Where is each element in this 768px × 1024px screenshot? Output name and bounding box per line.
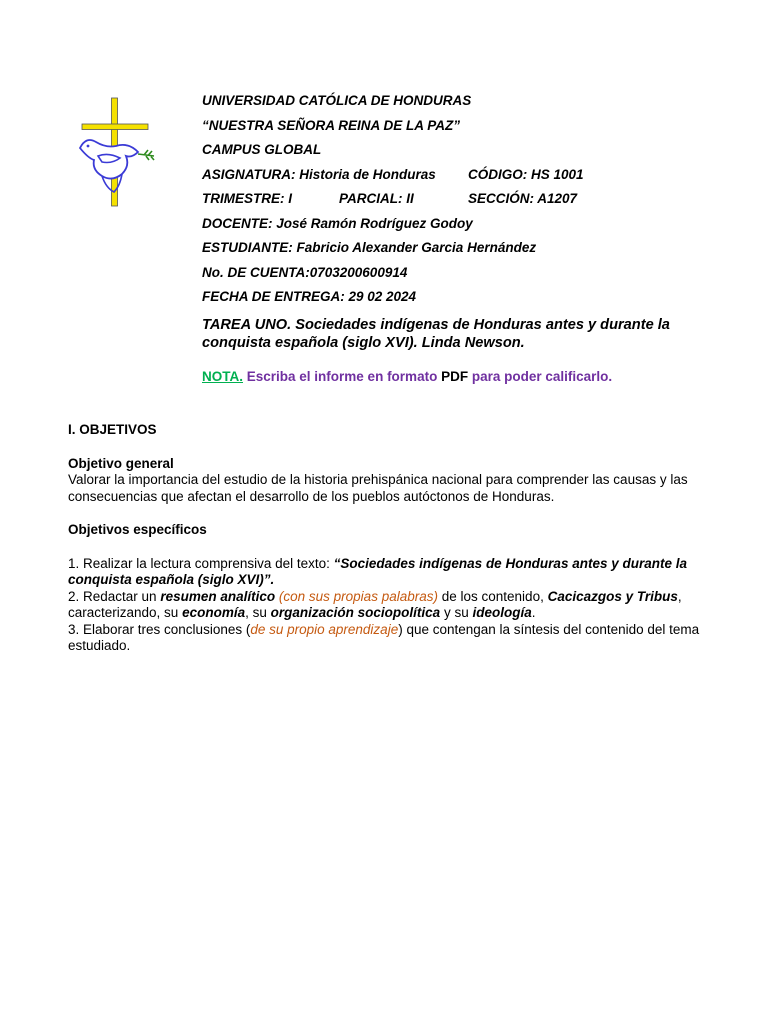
objective-2-part-i: organización sociopolítica xyxy=(270,605,441,620)
objective-1-intro: 1. Realizar la lectura comprensiva del texto: xyxy=(68,555,330,571)
objective-2-part-l: . xyxy=(531,605,536,620)
objective-2-part-a: 2. Redactar un xyxy=(68,588,157,604)
objective-item-3 xyxy=(68,622,700,655)
university-motto: “NUESTRA SEÑORA REINA DE LA PAZ” xyxy=(202,117,461,133)
note-line xyxy=(202,368,722,386)
student: ESTUDIANTE: Fabricio Alexander Garcia Hernández xyxy=(202,240,537,255)
objective-2-part-j: y su xyxy=(443,605,469,620)
trimester: TRIMESTRE: I xyxy=(202,191,292,206)
campus-name: CAMPUS GLOBAL xyxy=(202,142,322,157)
university-logo xyxy=(76,96,162,210)
assignment-title: TAREA UNO. Sociedades indígenas de Honduras antes y durante la conquista española (siglo XVI). Linda Newson. xyxy=(202,316,670,351)
objective-2-part-e: Cacicazgos y Tribus xyxy=(547,588,678,604)
objectives-section xyxy=(68,422,700,655)
section-heading: I. OBJETIVOS xyxy=(68,422,157,437)
section: SECCIÓN: A1207 xyxy=(468,191,578,206)
partial: PARCIAL: II xyxy=(339,191,414,206)
objective-2-part-d: de los contenido, xyxy=(441,588,544,604)
university-name: UNIVERSIDAD CATÓLICA DE HONDURAS xyxy=(202,93,472,108)
objective-3-part-c: ) que contengan la síntesis del contenido del tema estudiado. xyxy=(68,621,700,653)
document-header xyxy=(202,92,722,386)
account-number: No. DE CUENTA:0703200600914 xyxy=(202,264,408,280)
objective-2-part-c: (con sus propias palabras) xyxy=(278,588,438,604)
objective-2-part-h: , su xyxy=(245,605,267,620)
term-row xyxy=(202,190,722,215)
course-code: CÓDIGO: HS 1001 xyxy=(468,166,584,182)
general-objective-text: Valorar la importancia del estudio de la historia prehispánica nacional para comprender las causas y las consecuencias que afectan el desarrollo de los pueblos autóctonos de Honduras. xyxy=(68,472,688,504)
objective-3-part-b: de su propio aprendizaje xyxy=(250,621,399,637)
note-text-end: para poder calificarlo. xyxy=(471,368,613,384)
note-pdf: PDF xyxy=(441,368,469,384)
cross-dove-icon xyxy=(76,96,162,210)
objective-2-part-b: resumen analítico xyxy=(160,588,276,604)
objective-3-part-a: 3. Elaborar tres conclusiones ( xyxy=(68,621,251,637)
objective-2-part-k: ideología xyxy=(472,605,532,620)
note-label: NOTA. xyxy=(202,368,243,384)
objective-item-1 xyxy=(68,556,700,589)
general-objective-heading: Objetivo general xyxy=(68,455,174,471)
objective-2-part-f: , caracterizando, su xyxy=(68,588,682,620)
subject-row xyxy=(202,166,722,191)
teacher: DOCENTE: José Ramón Rodríguez Godoy xyxy=(202,215,473,231)
objective-2-part-g: economía xyxy=(182,605,246,620)
subject: ASIGNATURA: Historia de Honduras xyxy=(202,166,436,182)
due-date: FECHA DE ENTREGA: 29 02 2024 xyxy=(202,289,417,304)
note-text: Escriba el informe en formato xyxy=(246,368,438,384)
objective-item-2 xyxy=(68,589,700,622)
objective-1-title: “Sociedades indígenas de Honduras antes y durante la conquista española (siglo XVI)”. xyxy=(68,555,687,587)
specific-objectives-heading: Objetivos específicos xyxy=(68,522,207,537)
